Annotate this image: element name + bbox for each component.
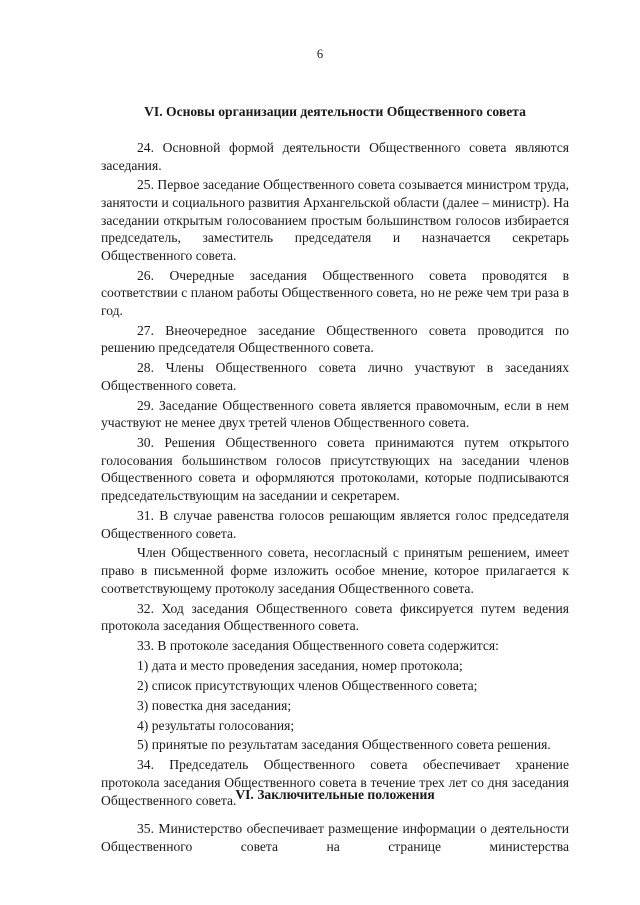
paragraph-26: 26. Очередные заседания Общественного совета проводятся в соответствии с планом работы Общественного совета, но не реже чем три раза в год. xyxy=(101,267,569,318)
paragraph-24: 24. Основной формой деятельности Общественного совета являются заседания. xyxy=(101,140,569,173)
paragraph-27: 27. Внеочередное заседание Общественного совета проводится по решению председателя Общественного совета. xyxy=(101,322,569,356)
section-body xyxy=(101,139,569,809)
paragraph-35: 35. Министерство обеспечивает размещение информации о деятельности Общественного совета на странице министерства xyxy=(101,821,569,854)
paragraph-32: 32. Ход заседания Общественного совета фиксируется путем ведения протокола заседания Общественного совета. xyxy=(101,600,569,634)
section-heading-final: VI. Заключительные положения xyxy=(235,787,435,802)
page-number: 6 xyxy=(316,47,324,61)
list-item: 4) результаты голосования; xyxy=(137,717,295,733)
section-body-final xyxy=(101,820,569,855)
section-heading: VI. Основы организации деятельности Общественного совета xyxy=(144,104,526,119)
paragraph-28: 28. Члены Общественного совета лично участвуют в заседаниях Общественного совета. xyxy=(101,360,569,393)
paragraph-31: 31. В случае равенства голосов решающим является голос председателя Общественного совета. xyxy=(101,507,569,541)
list-item: 2) список присутствующих членов Общественного совета; xyxy=(137,677,478,693)
list-item: 5) принятые по результатам заседания Общественного совета решения. xyxy=(137,737,551,753)
list-item: 1) дата и место проведения заседания, номер протокола; xyxy=(137,657,463,673)
list-item: 3) повестка дня заседания; xyxy=(137,697,292,713)
paragraph-25: 25. Первое заседание Общественного совета созывается министром труда, занятости и социального развития Архангельской области (далее – министр). На заседании открытым голосованием простым большинством голосов избирается председатель, заместитель председателя и назначается секретарь Общественного совета. xyxy=(101,177,569,263)
paragraph-29: 29. Заседание Общественного совета является правомочным, если в нем участвуют не менее двух третей членов Общественного совета. xyxy=(101,397,569,431)
paragraph-33: 33. В протоколе заседания Общественного совета содержится: xyxy=(137,638,499,653)
paragraph-34: 34. Председатель Общественного совета обеспечивает хранение протокола заседания Общественного совета в течение трех лет со дня заседания Общественного совета. xyxy=(101,757,569,808)
paragraph-30: 30. Решения Общественного совета принимаются путем открытого голосования большинством голосов присутствующих на заседании членов Общественного совета и оформляются протоколами, которые подписываются председательствующим на заседании и секретарем. xyxy=(101,435,569,504)
paragraph-dissent: Член Общественного совета, несогласный с принятым решением, имеет право в письменной форме изложить особое мнение, которое прилагается к соответствующему протоколу заседания Общественного совета. xyxy=(101,545,569,596)
